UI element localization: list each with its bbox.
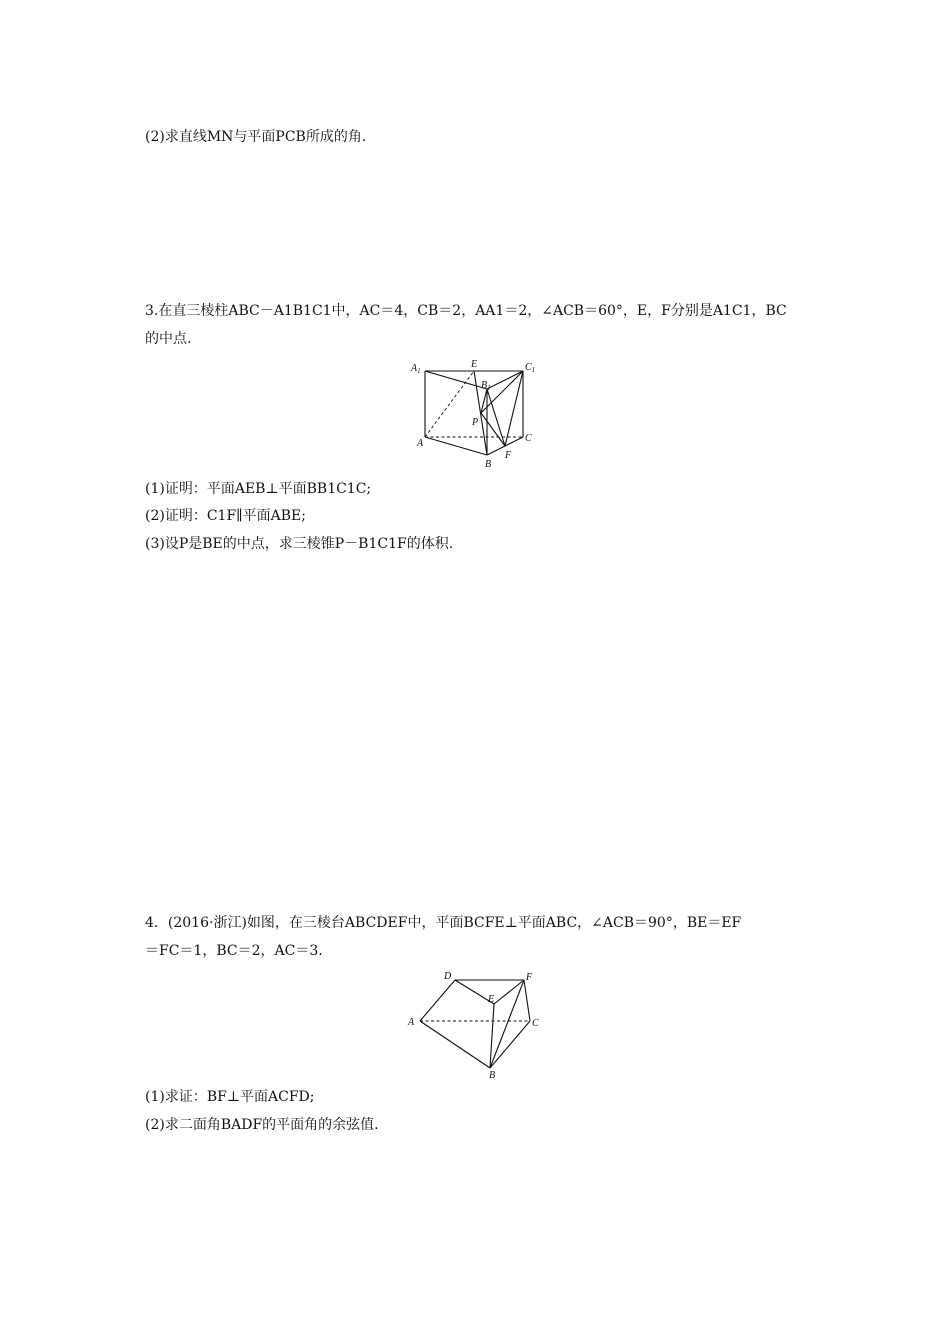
label-a: A (417, 438, 424, 449)
label-b: B (489, 1070, 496, 1081)
question-3-sub-2: (2)证明：C1F∥平面ABE; (145, 508, 306, 524)
label-a1: $A_1$ (411, 363, 421, 375)
label-f: F (505, 450, 512, 461)
label-e: E (488, 994, 495, 1005)
question-3-sub-3: (3)设P是BE的中点，求三棱锥P－B1C1F的体积. (145, 536, 454, 552)
question-4-line-2: ＝FC＝1，BC＝2，AC＝3. (145, 943, 323, 959)
question-4-line-1: 4．(2016·浙江)如图，在三棱台ABCDEF中，平面BCFE⊥平面ABC，∠ACB＝90°，BE＝EF (145, 915, 742, 931)
label-p: P (472, 417, 479, 428)
question-3-line-1: 3.在直三棱柱ABC－A1B1C1中，AC＝4，CB＝2，AA1＝2，∠ACB＝60°，E，F分别是A1C1，BC (145, 303, 787, 319)
question-3-line-2: 的中点. (145, 331, 192, 347)
label-c: C (525, 433, 532, 444)
prism-figure (405, 355, 545, 470)
edge-a-d (420, 980, 455, 1021)
label-f: F (526, 972, 533, 983)
edge-c1-f (505, 371, 523, 446)
edge-b-c (490, 1021, 530, 1068)
edge-a1-b1 (425, 371, 487, 389)
label-a: A (408, 1017, 415, 1028)
edge-a-b (420, 1021, 490, 1068)
question-4-sub-1: (1)求证：BF⊥平面ACFD; (145, 1089, 315, 1105)
edge-b1-c1 (487, 371, 523, 389)
label-b: B (485, 459, 492, 470)
label-c1: $C_1$ (525, 362, 536, 374)
edge-a-b (425, 437, 487, 455)
question-2-part-2: (2)求直线MN与平面PCB所成的角. (145, 129, 367, 145)
edge-c-f (524, 980, 530, 1021)
label-c: C (532, 1018, 539, 1029)
label-e: E (471, 359, 478, 370)
label-d: D (444, 971, 452, 982)
question-4-sub-2: (2)求二面角BADF的平面角的余弦值. (145, 1117, 379, 1133)
question-3-sub-1: (1)证明：平面AEB⊥平面BB1C1C; (145, 481, 372, 497)
frustum-figure (402, 968, 552, 1083)
edge-a-e (425, 371, 474, 437)
label-b1: $B_1$ (481, 380, 491, 392)
